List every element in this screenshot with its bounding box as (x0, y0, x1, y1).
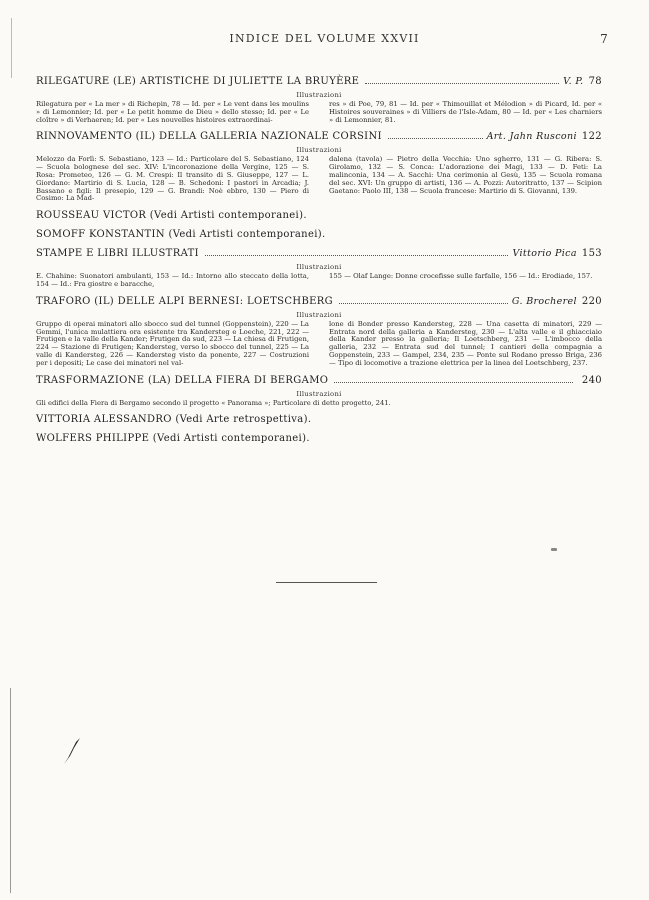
entry-title: RINNOVAMENTO (IL) DELLA GALLERIA NAZIONALE CORSINI (36, 131, 382, 143)
illustrations-text-right: lone di Bonder presso Kandersteg, 228 — Una casetta di minatori, 229 — Entrata nord della galleria a Kandersteg, 230 — L'alta valle e il ghiacciaio della Kander presso la galleria; Il Loetschberg, 231 — L'imbocco della galleria, 232 — Entrata sud del tunnel; I cantieri della compagnia a Goppenstein, 233 — Gampel, 234, 235 — Ponte sul Rodano presso Briga, 236 — Tipo di locomotive a trazione elettrica per la linea del Loetschberg, 237. (329, 319, 602, 367)
closing-rule (276, 582, 377, 583)
entry-heading (36, 432, 602, 445)
entry-title: RILEGATURE (LE) ARTISTICHE DI JULIETTE LA BRUYÈRE (36, 76, 360, 87)
entry-author: Art. Jahn Rusconi (486, 131, 577, 143)
entry-heading (36, 413, 602, 426)
index-entry (36, 374, 602, 408)
index-entry (36, 295, 602, 368)
entry-page: 153 (581, 248, 602, 260)
illustrations-label: Illustrazioni (296, 310, 342, 319)
index-entry (36, 209, 602, 222)
entry-page: 78 (588, 76, 602, 87)
entry-author: V. P. (563, 76, 584, 87)
entry-author: Vittorio Pica (512, 248, 577, 260)
leader-dots (339, 303, 508, 304)
entry-title: ROUSSEAU VICTOR (Vedi Artisti contemporanei). (36, 210, 307, 222)
leader-dots (205, 255, 509, 256)
illustrations-label: Illustrazioni (296, 146, 342, 155)
index-entry (36, 228, 602, 241)
illustrations-text-right: 155 — Olaf Lange: Donne crocefisse sulle farfalle, 156 — Id.: Erodiade, 157. (329, 272, 593, 281)
illustrations-text-left: Melozzo da Forlì: S. Sebastiano, 123 — Id.: Particolare del S. Sebastiano, 124 — Scuola bolognese del sec. XIV: L'incoronazione della Vergine, 125 — S. Rosa: Prometeo, 126 — G. M. Crespi: Il transito di S. Giuseppe, 127 — L. Giordano: Martirio di S. Lucia, 128 — B. Schedoni: I pastori in Arcadia; J. Bassano e figli: Il presepio, 129 — G. Brandi: Noè ebbro, 130 — Piero di Cosimo: La Mad- (36, 155, 309, 203)
entry-title: TRAFORO (IL) DELLE ALPI BERNESI: LOETSCHBERG (36, 295, 334, 307)
leader-dots (334, 382, 573, 383)
illustrations-text-left: Rilegatura per « La mer » di Richepin, 78 — Id. per « Le vent dans les moulins » di Lemonnier; Id. per « Le petit homme de Dieu » dello stesso; Id. per « Le cloître » di Verhaeren; Id. per « Les nouvelles histoires extraordinai- (36, 100, 309, 124)
entry-heading (36, 130, 602, 143)
entry-title: SOMOFF KONSTANTIN (Vedi Artisti contemporanei). (36, 229, 326, 241)
index-entry (36, 413, 602, 426)
pen-mark-icon (62, 736, 82, 766)
entry-heading (36, 228, 602, 241)
entry-title: STAMPE E LIBRI ILLUSTRATI (36, 248, 199, 260)
illustrations-text-right: dalena (tavola) — Pietro della Vecchia: Uno sgherro, 131 — G. Ribera: S. Girolamo, 132 — S. Conca: L'adorazione dei Magi, 133 — D. Feti: La malinconia, 134 — A. Sacchi: Una cerimonia al Gesù, 135 — Scuola romana del sec. XVI: Un gruppo di artisti, 136 — A. Pozzi: Autoritratto, 137 — Scipion Gaetano: Paolo III, 138 — Scuola francese: Martirio di S. Giovanni, 139. (329, 155, 602, 195)
leader-dots (365, 83, 559, 84)
entry-author: G. Brocherel (511, 295, 577, 307)
running-header (40, 32, 609, 46)
header-title: INDICE DEL VOLUME XXVII (229, 32, 420, 45)
entry-title: TRASFORMAZIONE (LA) DELLA FIERA DI BERGAMO (36, 374, 329, 386)
index-entry (36, 432, 602, 445)
illustrations-text-left: E. Chahine: Suonatori ambulanti, 153 — Id.: Intorno allo steccato della lotta, 154 — Id.: Fra giostre e baracche, (36, 272, 309, 288)
illustrations-label: Illustrazioni (296, 389, 342, 398)
index-entry (36, 247, 602, 289)
entry-heading (36, 374, 602, 387)
entry-page: 122 (581, 131, 602, 143)
illustrations-label: Illustrazioni (296, 263, 342, 272)
index-entry (36, 130, 602, 203)
illustrations-label: Illustrazioni (296, 91, 342, 99)
entry-page: 220 (581, 295, 602, 307)
scan-margin-line (10, 688, 11, 893)
entry-heading (36, 247, 602, 260)
leader-dots (388, 138, 483, 139)
illustrations-text-left: Gruppo di operai minatori allo sbocco sud del tunnel (Goppenstein), 220 — La Gemmi, l'unica mulattiera ora esistente tra Kandersteg e Loeche, 221, 222 — Frutigen e la valle della Kander; Frutigen da sud, 223 — La chiesa di Frutigen, 224 — Stazione di Frutigen; Kandersteg, verso lo sbocco del tunnel, 225 — La valle di Kandersteg, 226 — Kandersteg visto da ponente, 227 — Costruzioni per i depositi; Le case dei minatori nel val- (36, 319, 309, 367)
entry-heading (36, 209, 602, 222)
entry-heading (36, 75, 602, 88)
scan-margin-line-top (11, 18, 12, 78)
index-content (36, 75, 602, 451)
illustrations-text: Gli edifici della Fiera di Bergamo secondo il progetto « Panorama »; Particolare di detto progetto, 241. (36, 398, 391, 407)
entry-title: WOLFERS PHILIPPE (Vedi Artisti contemporanei). (36, 433, 310, 445)
entry-title: VITTORIA ALESSANDRO (Vedi Arte retrospettiva). (36, 414, 312, 426)
entry-page: 240 (581, 374, 602, 386)
page-number: 7 (600, 32, 609, 46)
index-entry (36, 75, 602, 124)
scan-speck (551, 548, 557, 551)
entry-heading (36, 295, 602, 308)
illustrations-text-right: res » di Poe, 79, 81 — Id. per « Thimouillat et Mélodion » di Picard, Id. per « Histoires souveraines » di Villiers de l'Isle-Adam, 80 — Id. per « Les charniers » di Lemonnier, 81. (329, 100, 602, 124)
